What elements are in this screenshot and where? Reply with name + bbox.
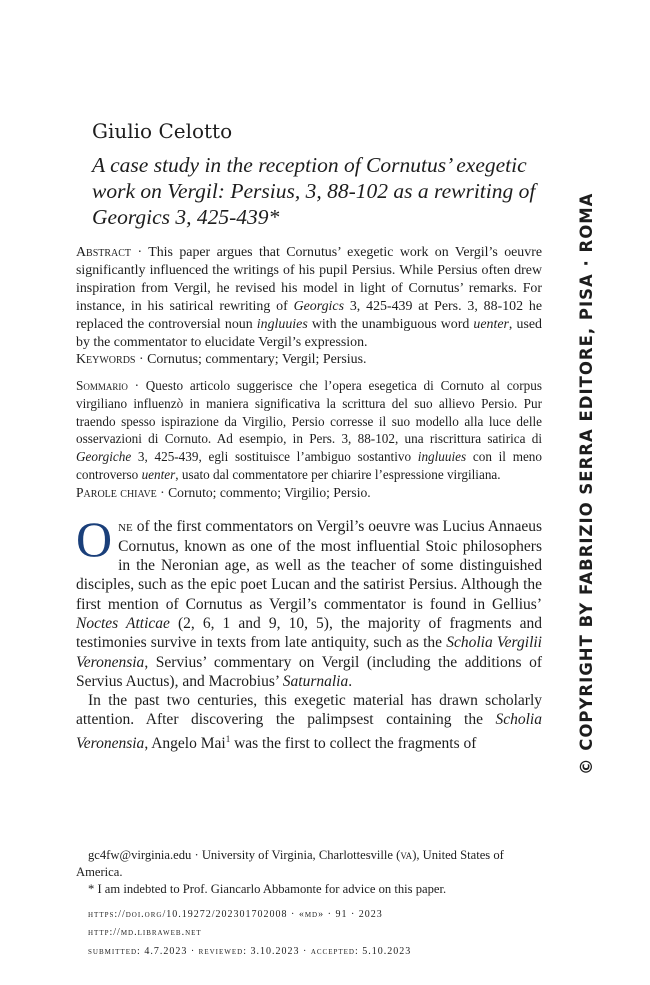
journal-url[interactable]: http://md.libraweb.net xyxy=(88,927,202,938)
sommario-text: , usato dal commentatore per chiarire l’espressione virgiliana. xyxy=(175,466,501,482)
parole-label: Parole chiave xyxy=(76,484,157,500)
sommario-italic: uenter xyxy=(141,466,176,482)
affiliation-sc: va xyxy=(400,848,413,862)
drop-cap: O xyxy=(76,511,113,568)
sommario-italic: Georgiche xyxy=(76,449,132,465)
body-text: , Angelo Mai xyxy=(144,734,226,752)
sommario-italic: ingluuies xyxy=(417,449,467,465)
body-paragraph-1 xyxy=(76,511,542,691)
parole-text: Cornuto; commento; Virgilio; Persio. xyxy=(168,484,371,500)
abstract-text: 3, 425-439 at Pers. 3, 88-102 he replaced the controversial noun xyxy=(76,298,542,332)
copyright-sidebar: © COPYRIGHT BY FABRIZIO SERRA EDITORE, PISA · ROMA xyxy=(577,192,596,775)
acknowledgement-footnote: * I am indebted to Prof. Giancarlo Abbamonte for advice on this paper. xyxy=(88,882,447,896)
body-text: , Servius’ commentary on Vergil (including the additions of Servius Auctus), and Macrobius’ xyxy=(76,653,542,690)
sommario-label: Sommario xyxy=(76,378,128,394)
body-text: of the first commentators on Vergil’s oeuvre was Lucius Annaeus Cornutus, known as one of the most influential Stoic philosophers in the Neronian age, as well as the teacher of some distinguished disciples, such as the epic poet Lucan and the satirist Persius. Although the first mention of Cornutus as Vergil’s commentator is found in Gellius’ xyxy=(76,518,542,613)
sommario-text: Questo articolo suggerisce che l’opera esegetica di Cornuto al corpus virgiliano influenzò in maniera significativa la scrittura del suo allievo Persio. Pur traendo spesso ispirazione da Virgilio, Persio corresse il suo modello alla luce delle osservazioni di Cornuto. Ad esempio, in Pers. 3, 88-102, una riscrittura satirica di xyxy=(76,378,542,447)
sommario-text: con il meno controverso xyxy=(76,449,542,482)
abstract-label: Abstract xyxy=(76,245,132,260)
small-caps-opening: ne xyxy=(118,518,133,536)
keywords-label: Keywords xyxy=(76,352,136,368)
affiliation-text: gc4fw@virginia.edu · University of Virginia, Charlottesville ( xyxy=(88,848,401,862)
abstract xyxy=(76,244,542,351)
body-text: . xyxy=(348,672,353,690)
body-italic: Scholia Veronensia xyxy=(76,711,542,752)
body-italic: Saturnalia xyxy=(282,672,349,690)
body-italic: Scholia Vergilii Veronensia xyxy=(76,634,542,671)
doi-line[interactable]: https://doi.org/10.19272/202301702008 · «md» · 91 · 2023 xyxy=(88,909,383,920)
keywords xyxy=(76,351,542,369)
keywords-sep: · xyxy=(135,352,148,368)
body-text: In the past two centuries, this exegetic material has drawn scholarly attention. After discovering the palimpsest containing the xyxy=(76,692,542,729)
sommario-text: 3, 425-439, egli sostituisce l’ambiguo sostantivo xyxy=(131,449,418,465)
affiliation-footnote xyxy=(76,847,544,881)
abstract-sep: · xyxy=(131,245,149,260)
abstract-text: This paper argues that Cornutus’ exegetic work on Vergil’s oeuvre significantly influenced the writings of his pupil Persius. While Persius often drew inspiration from Vergil, he revised his model in light of Cornutus’ remarks. For instance, in his satirical rewriting of xyxy=(76,245,542,314)
article-title: A case study in the reception of Cornutus’ exegetic work on Vergil: Persius, 3, 88-102 as a rewriting of Georgics 3, 425-439* xyxy=(92,153,536,229)
abstract-italic: uenter xyxy=(473,316,509,332)
abstract-italic: Georgics xyxy=(293,298,344,314)
abstract-italic: ingluuies xyxy=(256,316,308,332)
body-text: was the first to collect the fragments of xyxy=(230,734,477,752)
sommario xyxy=(76,377,542,483)
sommario-sep: · xyxy=(127,378,146,394)
parole-chiave xyxy=(76,484,542,502)
keywords-text: Cornutus; commentary; Vergil; Persius. xyxy=(147,352,367,368)
footnote-ref[interactable]: 1 xyxy=(225,733,231,744)
parole-sep: · xyxy=(156,484,169,500)
affiliation-text: ), United States of America. xyxy=(76,848,504,879)
author-name: Giulio Celotto xyxy=(92,119,233,143)
abstract-text: , used by the commentator to elucidate Vergil’s expression. xyxy=(76,316,542,350)
body-italic: Noctes Atticae xyxy=(76,614,170,632)
body-paragraph-2 xyxy=(76,691,542,753)
body-text: (2, 6, 1 and 9, 10, 5), the majority of fragments and testimonies survive in texts from late antiquity, such as the xyxy=(76,614,542,652)
submission-dates: submitted: 4.7.2023 · reviewed: 3.10.2023 · accepted: 5.10.2023 xyxy=(88,946,412,957)
article-page xyxy=(76,118,542,753)
abstract-text: with the unambiguous word xyxy=(307,316,474,332)
